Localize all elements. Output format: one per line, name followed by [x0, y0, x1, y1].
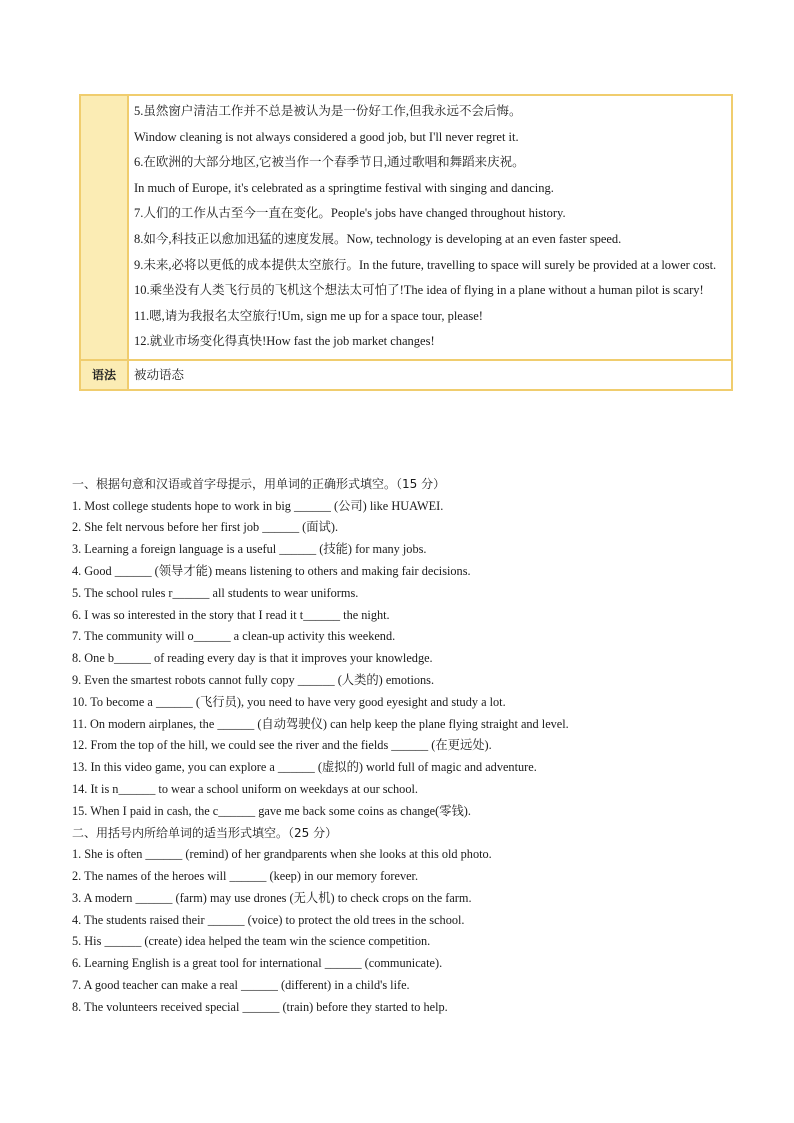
section-1-question: 8. One b______ of reading every day is that it improves your knowledge. — [72, 651, 433, 666]
section-1-question: 1. Most college students hope to work in big ______ (公司) like HUAWEI. — [72, 498, 444, 513]
grammar-value: 被动语态 — [128, 360, 732, 390]
section-2-question: 6. Learning English is a great tool for international ______ (communicate). — [72, 956, 443, 971]
section-2-question: 5. His ______ (create) idea helped the team win the science competition. — [72, 934, 431, 949]
sentence-line: 12.就业市场变化得真快!How fast the job market changes! — [134, 334, 435, 349]
section-1-question: 9. Even the smartest robots cannot fully copy ______ (人类的) emotions. — [72, 672, 435, 687]
section-1-question: 3. Learning a foreign language is a useful ______ (技能) for many jobs. — [72, 542, 427, 557]
sentence-line: 6.在欧洲的大部分地区,它被当作一个春季节日,通过歌唱和舞蹈来庆祝。 — [134, 155, 525, 170]
section-1-question: 11. On modern airplanes, the ______ (自动驾驶仪) can help keep the plane flying straight and level. — [72, 716, 569, 731]
sentence-line: 7.人们的工作从古至今一直在变化。People's jobs have changed throughout history. — [134, 206, 566, 221]
grammar-row — [80, 360, 732, 390]
sentences-row-label-cell — [80, 95, 128, 360]
section-2-question: 8. The volunteers received special ______ (train) before they started to help. — [72, 999, 448, 1014]
sentence-line: In much of Europe, it's celebrated as a springtime festival with singing and dancing. — [134, 180, 554, 195]
notes-table — [79, 94, 733, 391]
exercise-section — [72, 474, 732, 1019]
section-2-question: 3. A modern ______ (farm) may use drones (无人机) to check crops on the farm. — [72, 890, 472, 905]
section-1-title: 一、根据句意和汉语或首字母提示，用单词的正确形式填空。（15 分） — [72, 477, 446, 491]
section-1-question: 4. Good ______ (领导才能) means listening to others and making fair decisions. — [72, 563, 471, 578]
section-2-question: 4. The students raised their ______ (voice) to protect the old trees in the school. — [72, 912, 465, 927]
grammar-label: 语法 — [80, 360, 128, 390]
sentence-line: 8.如今,科技正以愈加迅猛的速度发展。Now, technology is developing at an even faster speed. — [134, 231, 622, 246]
section-2-title: 二、用括号内所给单词的适当形式填空。（25 分） — [72, 825, 338, 840]
section-1-question: 6. I was so interested in the story that I read it t______ the night. — [72, 607, 390, 622]
section-1-question: 15. When I paid in cash, the c______ gave me back some coins as change(零钱). — [72, 803, 471, 818]
sentence-line: Window cleaning is not always considered a good job, but I'll never regret it. — [134, 129, 519, 144]
sentences-row — [80, 95, 732, 360]
sentence-line: 9.未来,必将以更低的成本提供太空旅行。In the future, travelling to space will surely be provided at a lower cost. — [134, 257, 717, 272]
section-1-question: 2. She felt nervous before her first job ______ (面试). — [72, 520, 339, 535]
sentences-cell — [128, 95, 732, 360]
section-1-question: 5. The school rules r______ all students to wear uniforms. — [72, 585, 359, 600]
section-2-question: 2. The names of the heroes will ______ (keep) in our memory forever. — [72, 868, 419, 883]
section-1-question: 13. In this video game, you can explore a ______ (虚拟的) world full of magic and adventure. — [72, 760, 537, 775]
section-1-question: 12. From the top of the hill, we could see the river and the fields ______ (在更远处). — [72, 738, 492, 753]
section-1-question: 10. To become a ______ (飞行员), you need to have very good eyesight and study a lot. — [72, 694, 506, 709]
sentence-line: 10.乘坐没有人类飞行员的飞机这个想法太可怕了!The idea of flying in a plane without a human pilot is scary! — [134, 283, 704, 298]
section-1-question: 7. The community will o______ a clean-up activity this weekend. — [72, 629, 396, 644]
sentence-line: 11.嗯,请为我报名太空旅行!Um, sign me up for a space tour, please! — [134, 308, 483, 323]
sentence-line: 5.虽然窗户清洁工作并不总是被认为是一份好工作,但我永远不会后悔。 — [134, 104, 522, 118]
section-2-question: 7. A good teacher can make a real ______ (different) in a child's life. — [72, 977, 410, 992]
section-1-question: 14. It is n______ to wear a school uniform on weekdays at our school. — [72, 781, 418, 796]
section-2-question: 1. She is often ______ (remind) of her grandparents when she looks at this old photo. — [72, 847, 492, 862]
